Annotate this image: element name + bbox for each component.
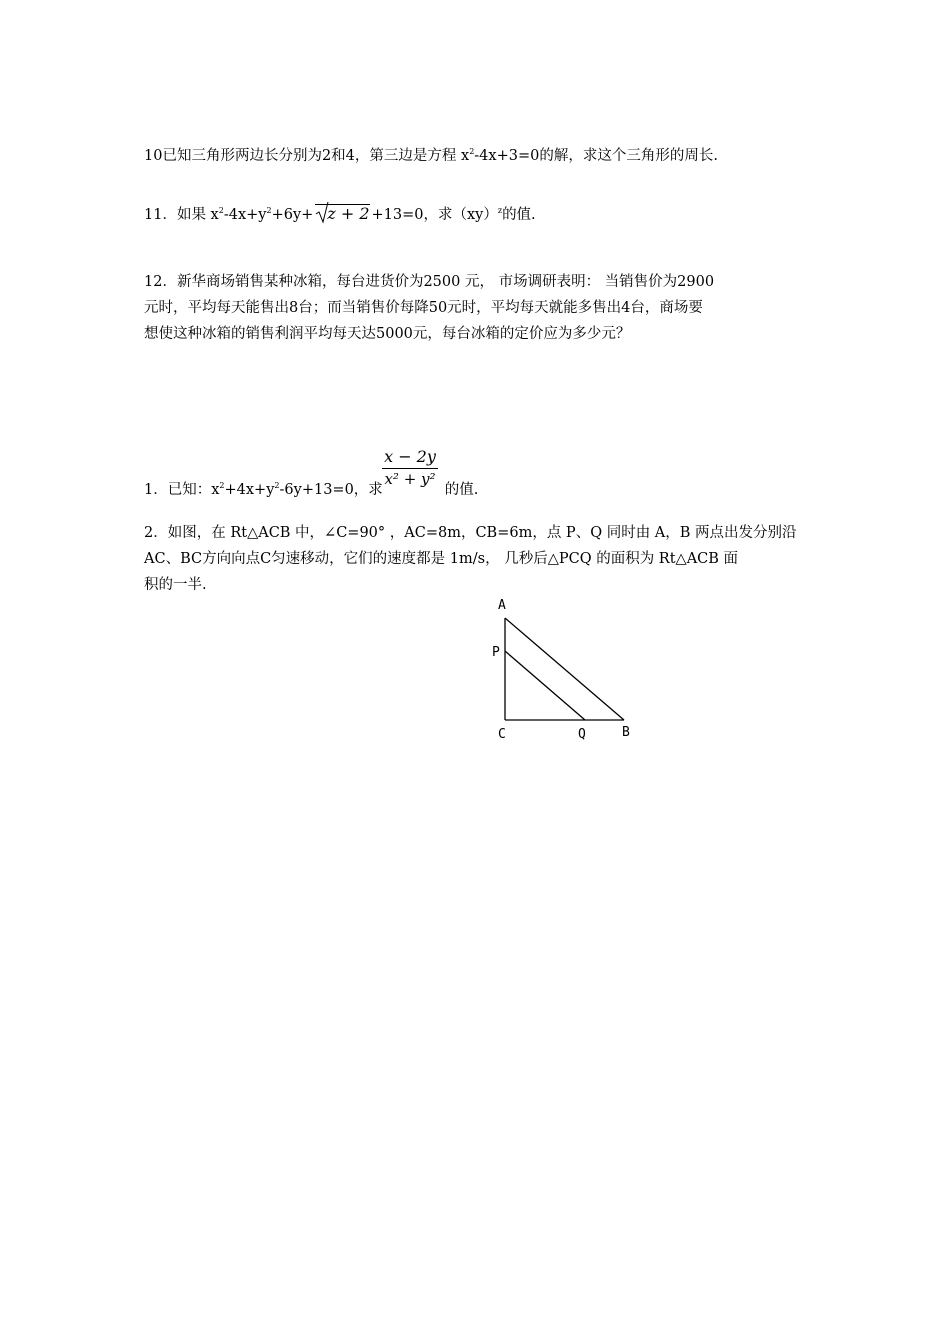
label-b: B <box>622 725 630 740</box>
label-a: A <box>498 598 506 613</box>
q11-exp-2: 2 <box>266 206 272 215</box>
q12-line-2: 元时，平均每天能售出8台；而当销售价每降50元时，平均每天就能多售出4台，商场要 <box>144 300 703 316</box>
q11-exp-1: 2 <box>218 206 224 215</box>
q11-text-b: -4x+y <box>223 207 267 223</box>
p1-text-c: -6y+13=0，求 <box>279 482 383 498</box>
p1-exp-1: 2 <box>219 481 225 490</box>
label-p: P <box>492 645 500 660</box>
p2-line-1: 2．如图，在 Rt△ACB 中，∠C=90° ，AC=8m，CB=6m，点 P、Q 同时由 A，B 两点出发分别沿 <box>144 525 797 541</box>
p1-text-a: 1．已知：x <box>144 482 220 498</box>
label-q: Q <box>578 727 586 742</box>
p1-text-d: 的值. <box>444 482 479 498</box>
q12-line-1: 12．新华商场销售某种冰箱，每台进货价为2500 元， 市场调研表明： 当销售价为2900 <box>144 274 715 290</box>
q10-exponent: 2 <box>469 147 475 156</box>
q11-text-c: +6y+ <box>271 207 314 223</box>
q11-radicand: z + 2 <box>315 204 369 223</box>
q12-line-3: 想使这种冰箱的销售利润平均每天达5000元，每台冰箱的定价应为多少元？ <box>144 326 631 342</box>
q10-text-b: -4x+3=0的解，求这个三角形的周长. <box>474 148 718 164</box>
q10-text-a: 10已知三角形两边长分别为2和4，第三边是方程 x <box>144 148 470 164</box>
p2-line-2: AC、BC方向向点C匀速移动，它们的速度都是 1m/s， 几秒后△PCQ 的面积为 Rt△ACB 面 <box>144 551 739 567</box>
label-c: C <box>498 727 506 742</box>
q11-text-e: 的值. <box>502 207 536 223</box>
side-ab <box>505 618 624 720</box>
p2-line-3: 积的一半. <box>144 577 207 593</box>
segment-pq <box>505 651 585 720</box>
q11-text-a: 11．如果 x <box>144 207 219 223</box>
fraction-numerator: x − 2y <box>384 447 436 466</box>
p1-text-b: +4x+y <box>224 482 275 498</box>
q11-exp-3: z <box>497 206 503 215</box>
p1-exp-2: 2 <box>274 481 280 490</box>
fraction-denominator: x² + y² <box>384 470 436 488</box>
q11-text-d: +13=0，求（xy） <box>371 207 498 223</box>
